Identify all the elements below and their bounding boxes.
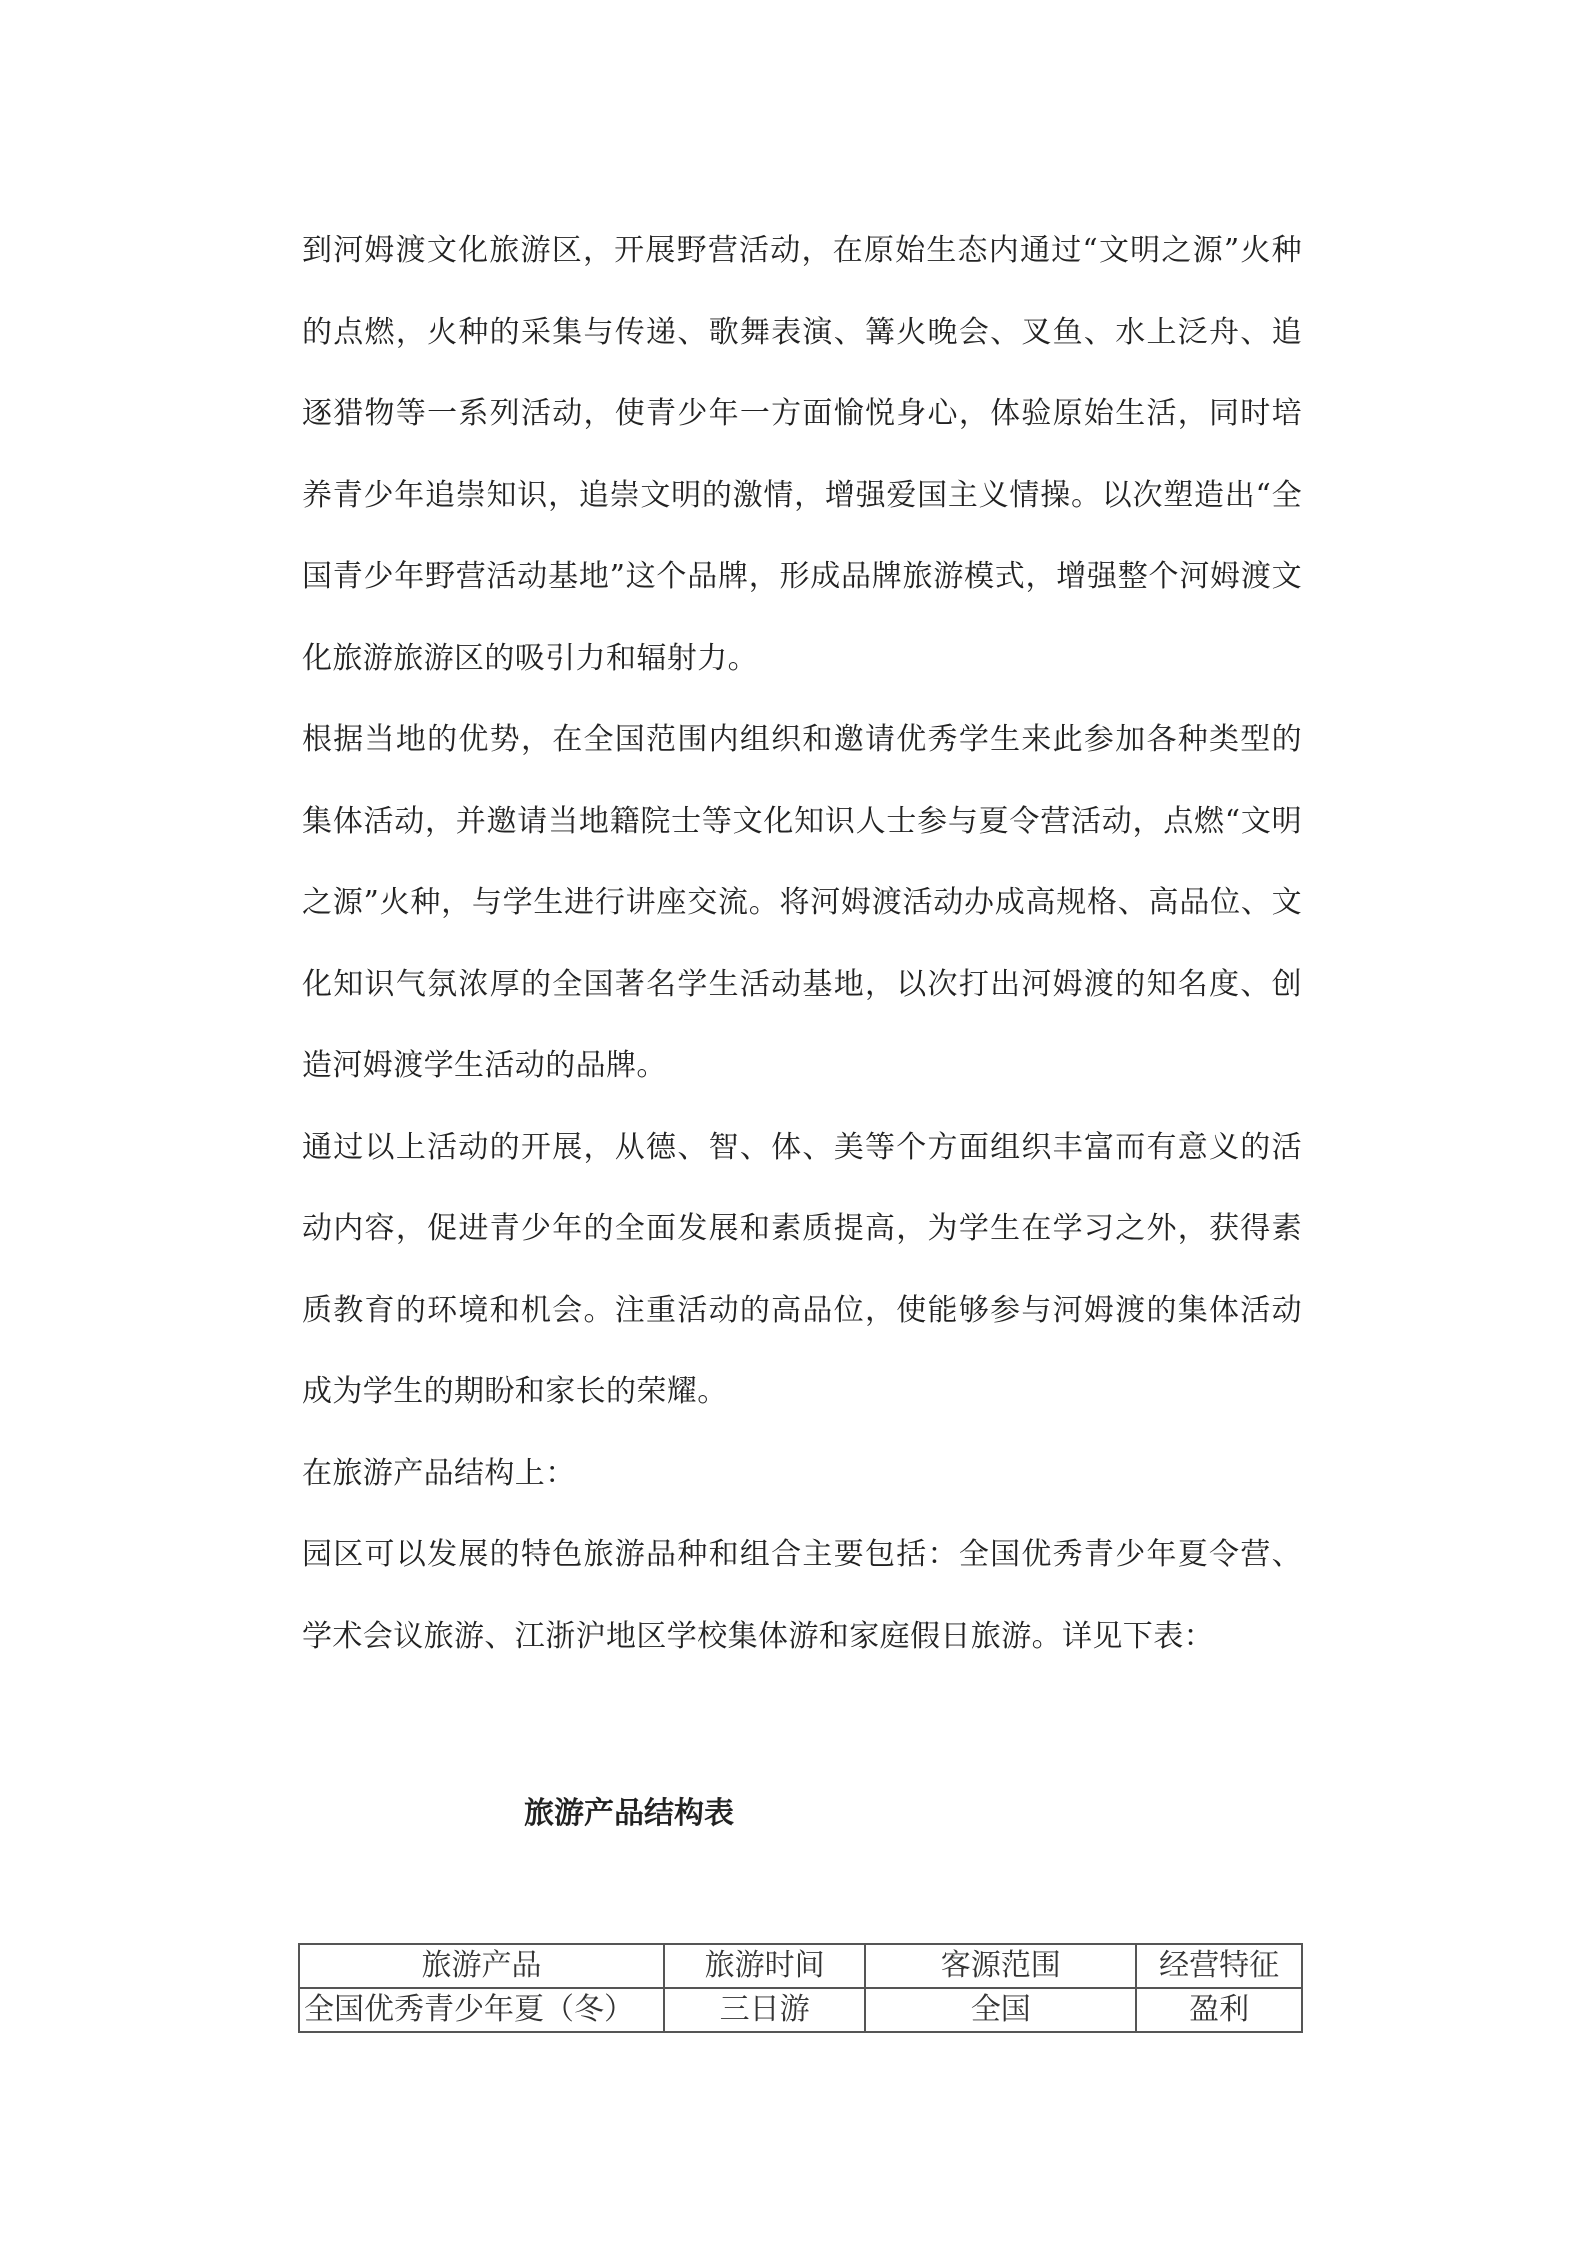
body-text <box>302 210 1302 1677</box>
header-source: 客源范围 <box>865 1944 1136 1988</box>
table-title: 旅游产品结构表 <box>524 1796 734 1831</box>
table-header-row <box>299 1944 1302 1988</box>
cell-feature: 盈利 <box>1136 1988 1302 2032</box>
product-structure-table <box>298 1943 1303 2033</box>
cell-source: 全国 <box>865 1988 1136 2032</box>
header-product: 旅游产品 <box>299 1944 664 1988</box>
paragraph-3: 通过以上活动的开展，从德、智、体、美等个方面组织丰富而有意义的活动内容，促进青少年的全面发展和素质提高，为学生在学习之外，获得素质教育的环境和机会。注重活动的高品位，使能够参与河姆渡的集体活动成为学生的期盼和家长的荣耀。 <box>302 1129 1302 1409</box>
paragraph-1: 到河姆渡文化旅游区，开展野营活动，在原始生态内通过“文明之源”火种的点燃，火种的采集与传递、歌舞表演、篝火晚会、叉鱼、水上泛舟、追逐猎物等一系列活动，使青少年一方面愉悦身心，体验原始生活，同时培养青少年追崇知识，追崇文明的激情，增强爱国主义情操。以次塑造出“全国青少年野营活动基地”这个品牌，形成品牌旅游模式，增强整个河姆渡文化旅游旅游区的吸引力和辐射力。 <box>302 233 1302 676</box>
header-time: 旅游时间 <box>664 1944 865 1988</box>
cell-product: 全国优秀青少年夏（冬） <box>299 1988 664 2032</box>
header-feature: 经营特征 <box>1136 1944 1302 1988</box>
paragraph-4: 在旅游产品结构上： <box>302 1455 576 1491</box>
paragraph-2: 根据当地的优势，在全国范围内组织和邀请优秀学生来此参加各种类型的集体活动，并邀请当地籍院士等文化知识人士参与夏令营活动，点燃“文明之源”火种，与学生进行讲座交流。将河姆渡活动办成高规格、高品位、文化知识气氛浓厚的全国著名学生活动基地，以次打出河姆渡的知名度、创造河姆渡学生活动的品牌。 <box>302 722 1302 1083</box>
cell-time: 三日游 <box>664 1988 865 2032</box>
table-row <box>299 1988 1302 2032</box>
paragraph-5: 园区可以发展的特色旅游品种和组合主要包括：全国优秀青少年夏令营、学术会议旅游、江浙沪地区学校集体游和家庭假日旅游。详见下表： <box>302 1537 1302 1654</box>
